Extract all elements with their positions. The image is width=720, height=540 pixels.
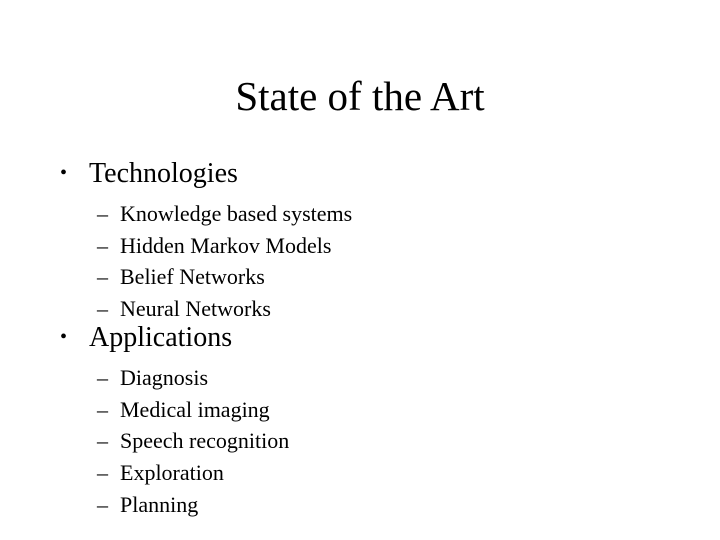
section-heading: [60, 321, 289, 357]
list-item-text: Belief Networks: [120, 264, 265, 290]
list-item: [60, 261, 352, 293]
section-applications: [60, 321, 289, 521]
dash-icon: –: [97, 396, 108, 422]
slide-title: State of the Art: [235, 73, 485, 119]
dash-icon: –: [97, 232, 108, 258]
list-item: [60, 230, 352, 262]
list-item: [60, 489, 289, 521]
list-item: [60, 198, 352, 230]
list-item-text: Medical imaging: [120, 396, 270, 422]
list-item: [60, 425, 289, 457]
list-item-text: Planning: [120, 491, 199, 517]
list-item-text: Exploration: [120, 460, 224, 486]
dash-icon: –: [97, 201, 108, 226]
list-item-text: Neural Networks: [120, 296, 271, 322]
dash-icon: –: [97, 491, 108, 517]
list-item: [60, 394, 289, 426]
section-heading-text: Technologies: [89, 158, 238, 189]
dash-icon: –: [97, 296, 108, 322]
dash-icon: –: [97, 365, 108, 390]
bullet-icon: •: [60, 162, 68, 184]
sub-list: [60, 362, 289, 521]
list-item-text: Knowledge based systems: [120, 201, 353, 226]
list-item: [60, 457, 289, 489]
dash-icon: –: [97, 428, 108, 454]
list-item-text: Speech recognition: [120, 428, 290, 454]
section-heading: [60, 157, 352, 193]
list-item-text: Hidden Markov Models: [120, 232, 332, 258]
list-item: [60, 362, 289, 394]
list-item-text: Diagnosis: [120, 365, 208, 390]
sub-list: [60, 198, 352, 325]
bullet-icon: •: [60, 326, 68, 348]
dash-icon: –: [97, 264, 108, 290]
section-heading-text: Applications: [89, 322, 233, 353]
section-technologies: [60, 157, 352, 325]
dash-icon: –: [97, 460, 108, 486]
